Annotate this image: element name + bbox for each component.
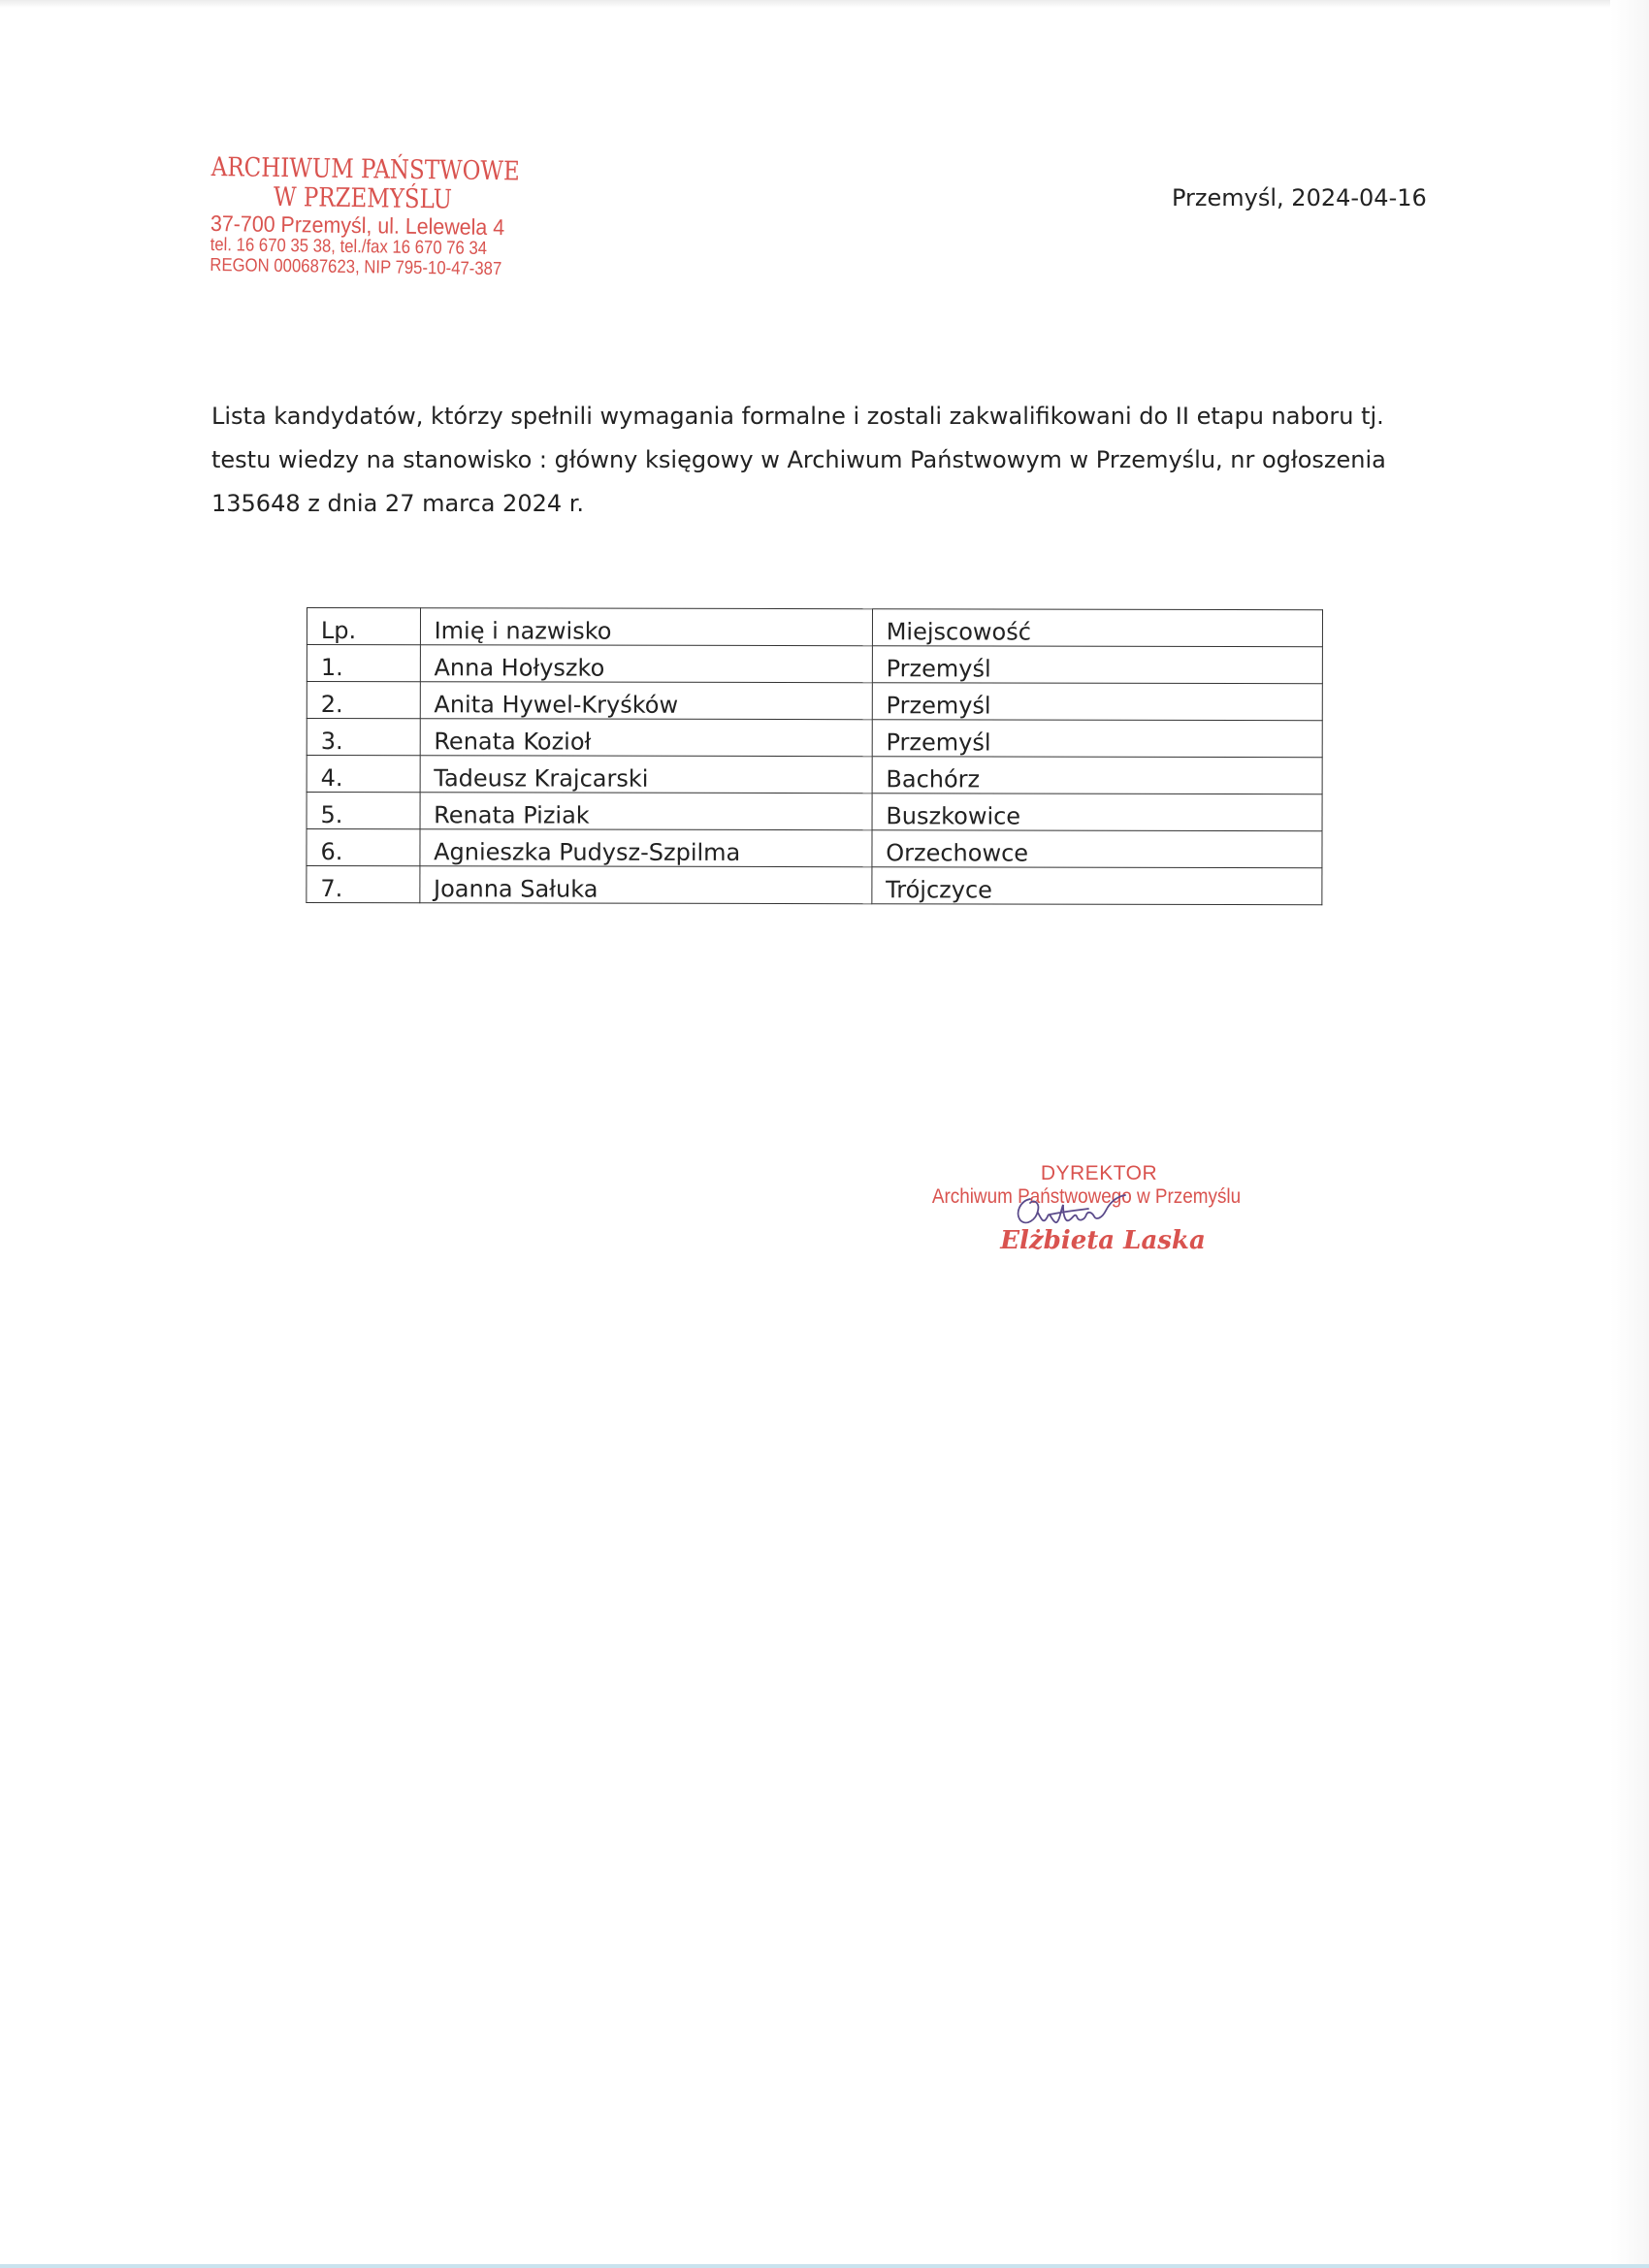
header-lp: Lp. [307,608,420,645]
cell-name: Anna Hołyszko [420,645,872,683]
table-row [307,682,1322,721]
cell-town: Orzechowce [872,830,1322,868]
intro-line: testu wiedzy na stanowisko : główny księgowy w Archiwum Państwowym w Przemyślu, nr ogłoszenia [211,446,1386,473]
table-row [307,829,1322,868]
signature-block [892,1162,1280,1255]
stamp-phone: tel. 16 670 35 38, tel./fax 16 670 76 34 [210,234,488,259]
signature-institution: Archiwum Państwowego w Przemyślu [931,1185,1242,1208]
cell-lp: 1. [307,645,420,682]
header-town: Miejscowość [872,609,1322,647]
document-date: Przemyśl, 2024-04-16 [1172,184,1427,211]
cell-name: Anita Hywel-Kryśków [420,682,872,720]
cell-lp: 6. [307,829,420,866]
stamp-regon-nip: REGON 000687623, NIP 795-10-47-387 [210,254,502,280]
cell-lp: 4. [307,756,420,793]
header-name: Imię i nazwisko [420,608,872,646]
cell-town: Przemyśl [872,683,1322,721]
intro-paragraph [211,395,1472,526]
intro-line: Lista kandydatów, którzy spełnili wymagania formalne i zostali zakwalifikowani do II etapu naboru tj. [211,403,1384,430]
institution-stamp [210,153,580,280]
table-row [307,793,1322,831]
table-row [307,719,1322,758]
cell-name: Joanna Sałuka [420,866,872,904]
table-row [307,866,1322,905]
cell-lp: 5. [307,793,420,829]
candidates-table [306,607,1323,905]
intro-line: 135648 z dnia 27 marca 2024 r. [211,490,585,517]
cell-lp: 7. [307,866,420,903]
scan-top-shadow [0,0,1649,8]
scan-right-shadow [1610,0,1649,2268]
cell-name: Renata Piziak [420,793,872,830]
cell-town: Buszkowice [872,794,1322,831]
stamp-address: 37-700 Przemyśl, ul. Lelewela 4 [210,210,505,241]
scan-bottom-edge [0,2264,1649,2268]
stamp-institution-city: W PRZEMYŚLU [273,181,453,215]
signature-title: DYREKTOR [1040,1162,1158,1184]
handwritten-signature-icon [1001,1191,1156,1249]
stamp-institution-name: ARCHIWUM PAŃSTWOWE [210,152,520,187]
table-row [307,756,1322,794]
cell-lp: 2. [307,682,420,719]
table-header-row [307,608,1322,647]
signature-name: Elżbieta Laska [1000,1226,1206,1255]
cell-name: Renata Kozioł [420,719,872,757]
cell-town: Bachórz [872,757,1322,794]
cell-town: Trójczyce [872,867,1322,905]
table-row [307,645,1322,684]
cell-town: Przemyśl [872,720,1322,758]
cell-lp: 3. [307,719,420,756]
cell-name: Tadeusz Krajcarski [420,756,872,794]
cell-name: Agnieszka Pudysz-Szpilma [420,829,872,867]
cell-town: Przemyśl [872,646,1322,684]
